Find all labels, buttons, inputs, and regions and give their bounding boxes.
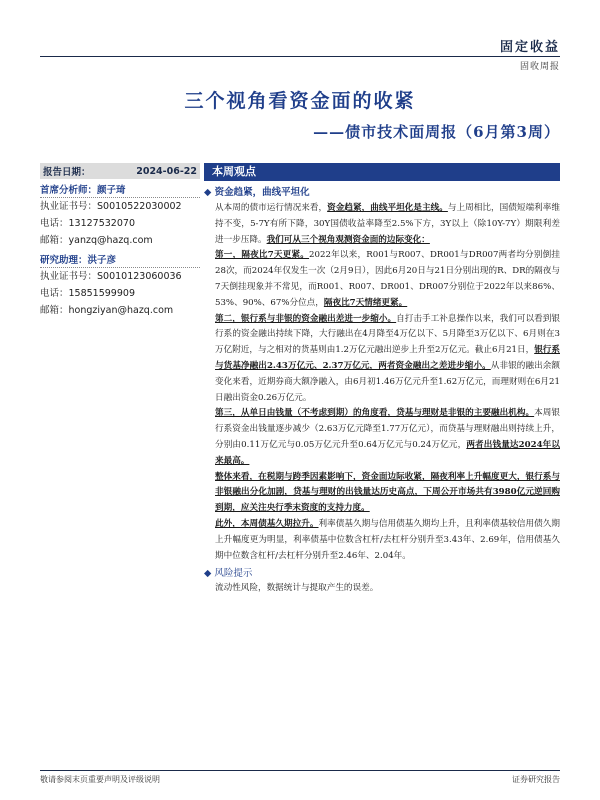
report-subtitle: ——债市技术面周报（6月第3周） <box>313 123 560 141</box>
header-category: 固定收益 <box>499 40 560 55</box>
report-title: 三个视角看资金面的收紧 <box>184 90 416 112</box>
header-subcategory: 固收周报 <box>519 62 560 72</box>
header-rule <box>40 56 560 57</box>
footer-disclaimer[interactable]: 敬请参阅末页重要声明及评级说明 <box>40 775 160 784</box>
text-run: 从本周的债市运行情况来看， <box>215 203 328 213</box>
bullet-heading-text: 资金趋紧，曲线平坦化 <box>214 187 310 198</box>
text-run: 从非银的融出余额变化来看，近期券商大额净融入，由6月初1.46万亿元升至1.62万亿元，而理财则在6月21日融出资金0.26万亿元。 <box>215 360 560 403</box>
assistant-phone: 电话：15851599909 <box>40 288 135 299</box>
paragraph-point-1 <box>215 248 560 311</box>
paragraph-point-2 <box>215 312 560 407</box>
diamond-bullet-icon: ◆ <box>204 187 212 198</box>
footer-rule <box>40 770 560 771</box>
text-run: 我们可从三个视角观测资金面的边际变化： <box>266 234 430 245</box>
text-run: 银行系与货基净融出2.43万亿元、2.37万亿元，两者资金融出之差进步缩小。 <box>215 345 560 371</box>
text-run: 资金趋紧，曲线平坦化是主线。 <box>327 203 448 213</box>
assistant-license: 执业证书号：S0010123060036 <box>40 271 182 282</box>
text-run: 第三，从单日由钱量（不考虑到期）的角度看，贷基与理财是非银的主要融出机构。 <box>215 408 535 419</box>
text-run: 此外，本周债基久期拉升。 <box>215 518 319 529</box>
footer-label: 证券研究报告 <box>512 775 560 784</box>
text-run: 第二，银行系与非银的资金融出差进一步缩小。 <box>215 313 397 324</box>
author-sidebar <box>40 163 200 319</box>
assistant-email[interactable]: 邮箱：hongziyan@hazq.com <box>40 305 174 316</box>
summary-body <box>204 201 560 564</box>
text-run: 隔夜比7天情绪更紧。 <box>323 297 408 308</box>
analyst-license: 执业证书号：S0010522030002 <box>40 201 182 212</box>
analyst-role: 首席分析师：颜子琦 <box>40 184 200 198</box>
analyst-email[interactable]: 邮箱：yanzq@hazq.com <box>40 235 153 246</box>
risk-body: 流动性风险，数据统计与提取产生的误差。 <box>215 583 379 594</box>
assistant-role: 研究助理：洪子彦 <box>40 254 200 268</box>
text-run: 与上周相比，国债短端利率维持不变，5-7Y有所下降，30Y国债收益率降至2.5%下方，3Y以上（除10Y-7Y）期限利差进一步压降。 <box>215 203 560 245</box>
paragraph-intro <box>215 201 560 248</box>
text-run: 本周银行系资金出钱量逐步减少（2.63万亿元降至1.77万亿元），而贷基与理财融出则持续上升，分别由0.11万亿元与0.05万亿元升至0.64万亿元与0.24万亿元， <box>215 408 560 450</box>
diamond-bullet-icon: ◆ <box>204 568 212 580</box>
text-run: 利率债基久期与信用债基久期均上升，且利率债基较信用债久期上升幅度更为明显，利率债基中位数含杠杆/去杠杆分别升至3.43年、2.69年，信用债基久期中位数含杠杆/去杠杆分别升至2.46年、2.04年。 <box>215 518 560 561</box>
text-run: 自打击手工补息操作以来，我们可以看到银行系的资金融出持续下降，大行融出在4月降至4万亿以下、5月降至3万亿以下、6月则在3万亿附近，与之相对的货基则由1.2万亿元融出逆步上升至2万亿元。截止6月21日， <box>215 313 560 356</box>
text-run: 整体来看，在税期与跨季因素影响下，资金面边际收紧，隔夜利率上升幅度更大，银行系与非银融出分化加剧，贷基与理财的出钱量达历史高点，下周公开市场共有3980亿元逆回购到期，应关注央行季末资度的支持力度。 <box>215 471 560 514</box>
paragraph-overall <box>215 470 560 517</box>
paragraph-duration <box>215 517 560 564</box>
risk-heading-text: 风险提示 <box>214 568 253 580</box>
risk-heading <box>204 567 560 581</box>
bullet-heading <box>204 186 560 200</box>
section-title-bar: 本周观点 <box>204 163 560 181</box>
paragraph-point-3 <box>215 406 560 469</box>
text-run: 2022年以来，R001与R007、DR001与DR007两者均分别倒挂28次，而2024年仅发生一次（2月9日），因此6月20日与21日分别出现的R、DR的隔夜与7天倒挂现象并不常见，而R001、R007、DR001、DR007分别位于2022年以来86%、53%、90%、67%分位点， <box>215 250 560 308</box>
report-date: 2024-06-22 <box>136 165 197 177</box>
report-date-bar <box>40 163 200 179</box>
report-date-label: 报告日期： <box>43 167 91 178</box>
analyst-phone: 电话：13127532070 <box>40 218 135 229</box>
summary-section <box>204 163 560 596</box>
text-run: 两者出钱量达2024年以来最高。 <box>215 439 560 466</box>
text-run: 第一，隔夜比7天更紧。 <box>215 250 310 261</box>
